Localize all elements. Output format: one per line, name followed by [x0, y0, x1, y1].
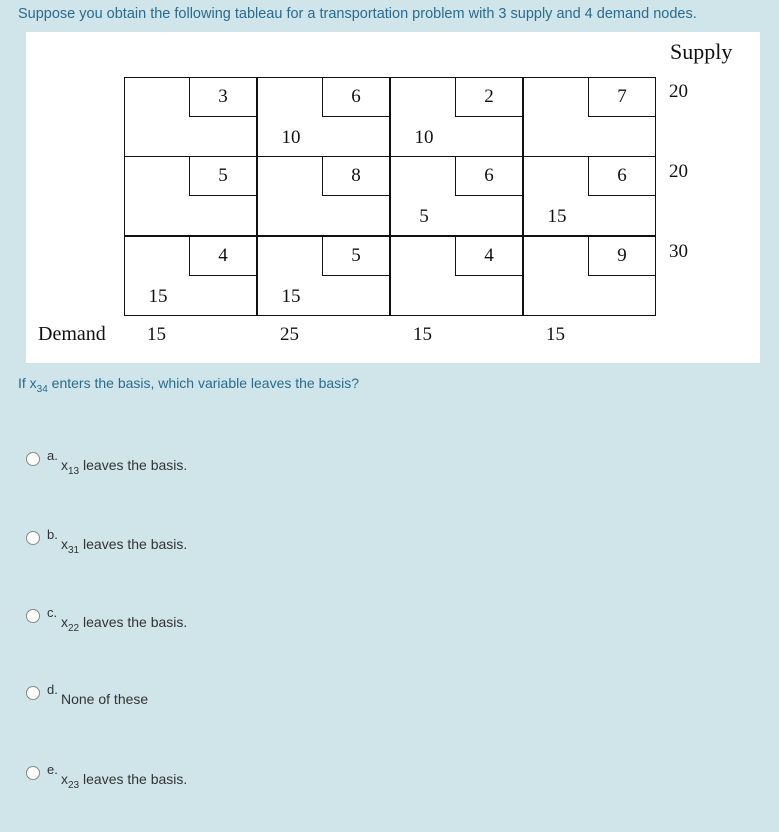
option-letter: d. [47, 682, 58, 697]
option-label [61, 691, 148, 711]
cost-r2-c3: 6 [455, 156, 523, 196]
option-var: x [61, 536, 68, 552]
option-text: leaves the basis. [79, 771, 188, 787]
supply-r3: 30 [669, 241, 688, 262]
radio-a[interactable] [26, 452, 40, 466]
supply-r2: 20 [669, 161, 688, 182]
option-label [61, 536, 187, 556]
cell-r2-c2 [257, 156, 390, 236]
cell-r3-c3 [390, 236, 523, 316]
option-var: x [61, 457, 68, 473]
cost-r3-c3: 4 [455, 236, 523, 276]
option-var: x [61, 614, 68, 630]
alloc-r3-c1: 15 [148, 286, 168, 307]
cost-r1-c4: 7 [588, 77, 656, 117]
option-label [61, 457, 187, 477]
cell-r3-c2 [257, 236, 390, 316]
cost-r2-c1: 5 [189, 156, 257, 196]
cell-r1-c2 [257, 77, 390, 157]
cell-r3-c1 [124, 236, 257, 316]
alloc-r3-c2: 15 [281, 286, 301, 307]
alloc-r2-c4: 15 [547, 206, 567, 227]
alloc-r1-c3: 10 [414, 127, 434, 148]
cell-r1-c1 [124, 77, 257, 157]
prompt-text [18, 375, 359, 395]
option-sub: 31 [68, 544, 80, 556]
option-text: leaves the basis. [79, 614, 188, 630]
option-letter: e. [47, 762, 58, 777]
option-text: leaves the basis. [79, 457, 188, 473]
supply-r1: 20 [669, 81, 688, 102]
demand-c4: 15 [546, 324, 565, 345]
cost-r3-c2: 5 [322, 236, 390, 276]
cost-r1-c3: 2 [455, 77, 523, 117]
demand-c3: 15 [413, 324, 432, 345]
cost-r3-c4: 9 [588, 236, 656, 276]
prompt-sub: 34 [36, 383, 48, 395]
radio-d[interactable] [26, 686, 40, 700]
cell-r1-c3 [390, 77, 523, 157]
alloc-r2-c3: 5 [419, 206, 429, 227]
cell-r2-c1 [124, 156, 257, 236]
option-letter: b. [47, 527, 58, 542]
prompt-pre: If x [18, 375, 37, 391]
cell-r2-c3 [390, 156, 523, 236]
cell-r2-c4 [523, 156, 656, 236]
cell-r3-c4 [523, 236, 656, 316]
option-sub: 13 [68, 465, 80, 477]
demand-label: Demand [38, 323, 106, 345]
alloc-r1-c2: 10 [281, 127, 301, 148]
transportation-tableau [26, 32, 760, 363]
cost-r2-c2: 8 [322, 156, 390, 196]
option-sub: 23 [68, 779, 80, 791]
option-label [61, 614, 187, 634]
cell-r1-c4 [523, 77, 656, 157]
supply-header: Supply [670, 39, 733, 64]
cost-r1-c2: 6 [322, 77, 390, 117]
demand-c1: 15 [147, 324, 166, 345]
question-text: Suppose you obtain the following tableau for a transportation problem with 3 supply and 4 demand nodes. [18, 6, 697, 22]
option-sub: 22 [68, 622, 80, 634]
demand-c2: 25 [280, 324, 299, 345]
cost-r2-c4: 6 [588, 156, 656, 196]
cost-r3-c1: 4 [189, 236, 257, 276]
option-letter: a. [47, 448, 58, 463]
option-text: leaves the basis. [79, 536, 188, 552]
cost-r1-c1: 3 [189, 77, 257, 117]
option-text: None of these [61, 691, 149, 707]
prompt-post: enters the basis, which variable leaves the basis? [47, 375, 360, 391]
radio-b[interactable] [26, 531, 40, 545]
radio-e[interactable] [26, 766, 40, 780]
option-label [61, 771, 187, 791]
radio-c[interactable] [26, 609, 40, 623]
option-var: x [61, 771, 68, 787]
option-letter: c. [47, 605, 58, 620]
